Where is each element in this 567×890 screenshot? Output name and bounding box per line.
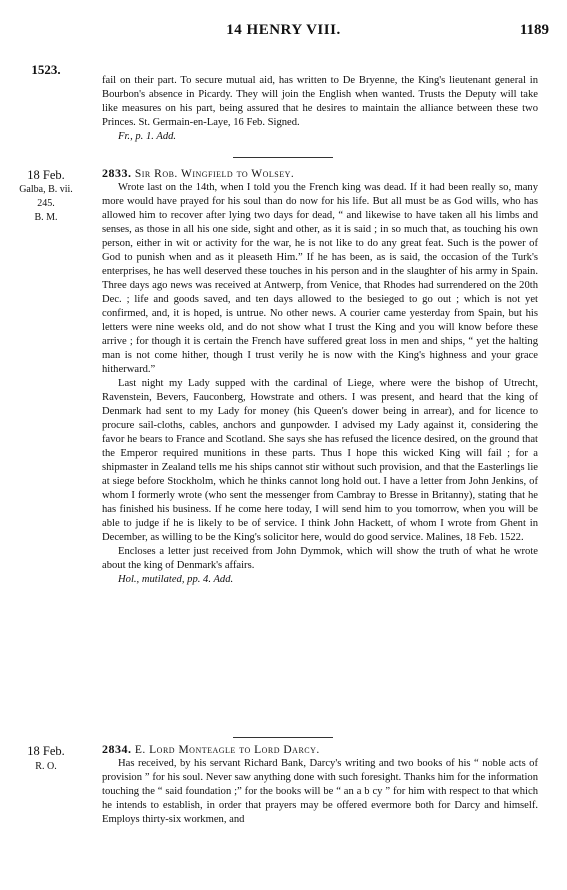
letter-title: E. Lord Monteagle to Lord Darcy. [134, 744, 320, 756]
letter-2833 [102, 166, 538, 587]
continued-source: Fr., p. 1. Add. [118, 131, 177, 142]
letter-2834 [102, 742, 538, 827]
letter-paragraph: Encloses a letter just received from John Dymmok, which will show the truth of what he wrote about the king of Denmark's affairs. [102, 546, 538, 571]
entry-divider [233, 737, 333, 738]
letter-heading [102, 742, 538, 757]
continued-entry [102, 74, 538, 144]
letter-date: 18 Feb. [27, 744, 65, 758]
letter-date: 18 Feb. [27, 168, 65, 182]
letter-paragraph: Wrote last on the 14th, when I told you the French king was dead. If it had been really so, many more would have prayed for his soul than do now for his life. But all must be as God wills, who has allowed him to recover after lying two days for dead, “ and likewise to have taken all his limbs and senses, as those in all his one side, sight and other, as it is said ; in so much that, as touching his own person, either in wit or activity for the war, he is not like to do any great feat. Such is the power of God to punish when and as it pleaseth Him.” If he has been, as is said, the occasion of the Turk's enterprises, he has well deserved these touches in his person and in the slaughter of his army in Spain. Three days ago news was received at Antwerp, from Venice, that Rhodes had surrendered on the 20th Dec. ; life and goods saved, and ten days allowed to the besieged to go out ; which is not yet confirmed, and, it is hoped, is untrue. No other news. A courier came yesterday from Spain, but his letters were nine weeks old, and do not show what I trust the King and you will know before these arrive ; for though it is certain the French have suffered great loss in men and ships, “ yet the halting man is not come hither, though I trust verily he is now with the King's highness and your grace hitherward.” [102, 182, 538, 375]
letter-paragraph: Last night my Lady supped with the cardinal of Liege, where were the bishop of Utrecht, Ravenstein, Bevers, Fauconberg, Howstrate and others. I was present, and heard that the king of Denmark had sent to my Lady for money (his Queen's dower being in arrear), and for licence to procure sail-cloths, cables, anchors and gunpowder. I advised my Lady against it, considering the favor he bears to France and Scotland. She says she has refused the licence desired, on the ground that the Emperor required munitions in these parts. Thus I hope this wicked King will fail ; for a shipmaster in Zealand tells me his ships cannot stir without such provision, and that the Easterlings lie at siege before Stockholm, which he thinks cannot long hold out. I have a letter from John Jenkins, of whom I formerly wrote (who sent the messenger from Cambray to Bresse in Britanny), stating that he has finished his business. If he come here today, I will send him to you tomorrow, when you will be able to judge if he is likely to be of service. I think John Hackett, of whom I wrote from Ghent in December, as willing to be the King's solicitor here, would do good service. Malines, 18 Feb. 1522. [102, 378, 538, 543]
letter-title: Sir Rob. Wingfield to Wolsey. [134, 168, 295, 180]
page-header [0, 22, 567, 42]
letter-number: 2833. [102, 166, 132, 180]
letter-heading [102, 166, 538, 181]
page-number: 1189 [519, 22, 549, 38]
continued-text: fail on their part. To secure mutual aid, has written to De Bryenne, the King's lieutenant general in Bourbon's absence in Picardy. They will join the English when wanted. Trusts the Deputy will take like measures on his part, being assured that he desires to maintain the alliance between these two Princes. St. Germain-en-Laye, 16 Feb. Signed. [102, 75, 538, 128]
letter-source: Hol., mutilated, pp. 4. Add. [118, 574, 234, 585]
letter-reference: Galba, B. vii. 245. B. M. [19, 184, 73, 223]
letter-paragraph: Has received, by his servant Richard Bank, Darcy's writing and two books of his “ noble acts of provision ” for his soul. Never saw anything done with such foresight. Thanks him for the information touching the “ said foundation ;” for the books will be “ an a b cy ” for him with respect to that which he intends to establish, in order that prayers may be offered evermore both for Darcy and himself. Employs thirty-six workmen, and [102, 758, 538, 825]
year-margin: 1523. [31, 62, 61, 77]
letter-reference: R. O. [35, 761, 57, 772]
running-title: 14 HENRY VIII. [226, 22, 341, 38]
letter-number: 2834. [102, 742, 132, 756]
entry-divider [233, 157, 333, 158]
